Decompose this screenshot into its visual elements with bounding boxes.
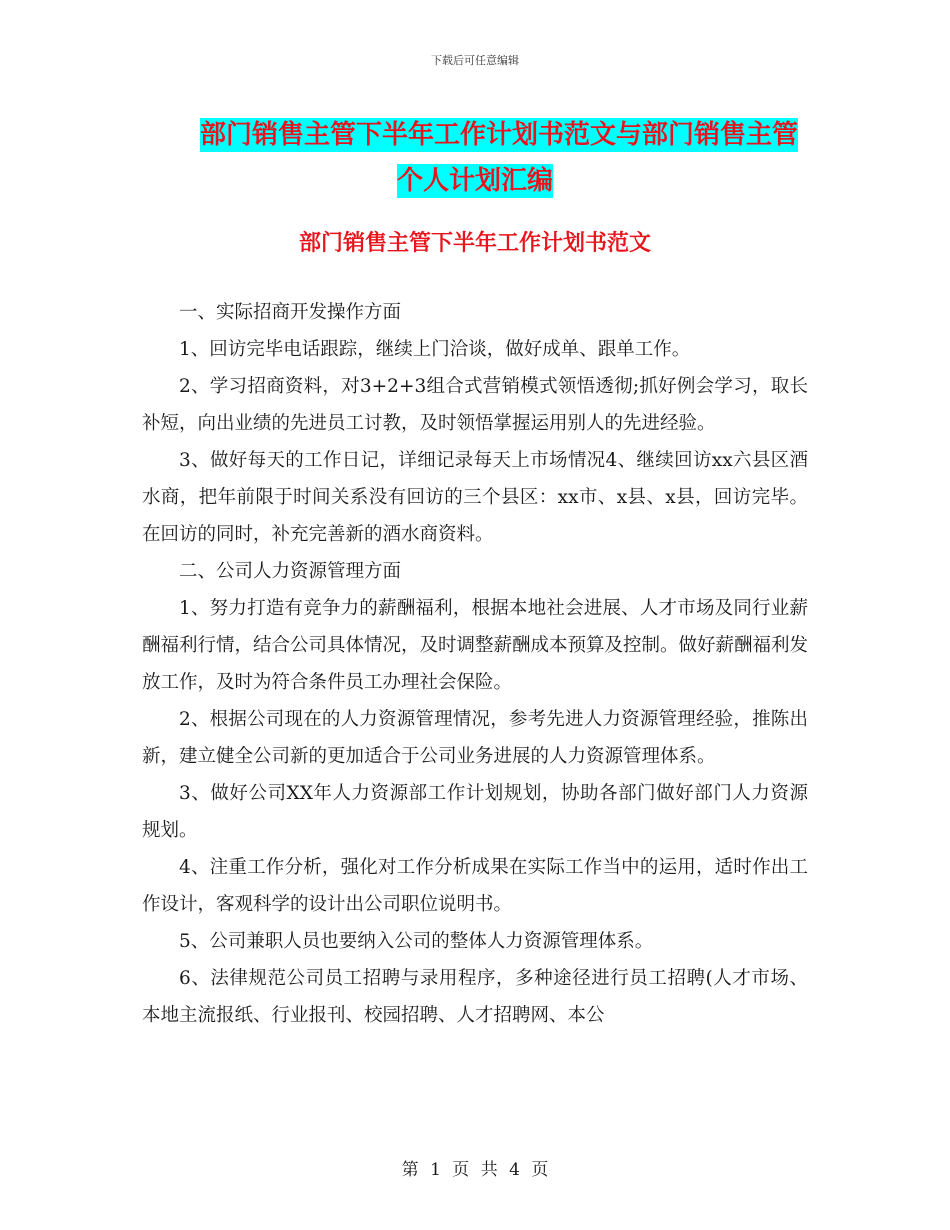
section-title: 部门销售主管下半年工作计划书范文 (298, 231, 651, 256)
paragraph: 3、做好每天的工作日记，详细记录每天上市场情况4、继续回访xx六县区酒水商，把年前限于时间关系没有回访的三个县区：xx市、x县、x县，回访完毕。在回访的同时，补充完善新的酒水商资料。 (142, 450, 808, 545)
paragraph: 1、努力打造有竞争力的薪酬福利，根据本地社会进展、人才市场及同行业薪酬福利行情，结合公司具体情况，及时调整薪酬成本预算及控制。做好薪酬福利发放工作，及时为符合条件员工办理社会保险。 (142, 598, 809, 693)
paragraph: 3、做好公司XX年人力资源部工作计划规划，协助各部门做好部门人力资源规划。 (142, 783, 808, 841)
paragraph: 1、回访完毕电话跟踪，继续上门洽谈，做好成单、跟单工作。 (179, 339, 691, 360)
document-title-line1 (0, 112, 950, 158)
title-highlight-1: 部门销售主管下半年工作计划书范文与部门销售主管 (199, 120, 798, 150)
title-highlight-2: 个人计划汇编 (396, 166, 553, 196)
page-header-note: 下载后可任意编辑 (431, 54, 519, 67)
paragraph-heading-2: 二、公司人力资源管理方面 (179, 561, 402, 582)
document-title-line2 (0, 158, 950, 204)
page-number: 第 1 页 共 4 页 (401, 1160, 549, 1180)
paragraph-heading-1: 一、实际招商开发操作方面 (179, 302, 402, 323)
paragraph: 2、学习招商资料，对3+2+3组合式营销模式领悟透彻;抓好例会学习，取长补短，向出业绩的先进员工讨教，及时领悟掌握运用别人的先进经验。 (142, 376, 808, 434)
paragraph: 2、根据公司现在的人力资源管理情况，参考先进人力资源管理经验，推陈出新，建立健全公司新的更加适合于公司业务进展的人力资源管理体系。 (142, 709, 808, 767)
document-body (142, 294, 808, 1034)
paragraph: 5、公司兼职人员也要纳入公司的整体人力资源管理体系。 (179, 931, 654, 952)
paragraph: 4、注重工作分析，强化对工作分析成果在实际工作当中的运用，适时作出工作设计，客观科学的设计出公司职位说明书。 (142, 857, 808, 915)
paragraph: 6、法律规范公司员工招聘与录用程序，多种途径进行员工招聘(人才市场、本地主流报纸、行业报刊、校园招聘、人才招聘网、本公 (142, 968, 808, 1026)
document-title (0, 112, 950, 204)
